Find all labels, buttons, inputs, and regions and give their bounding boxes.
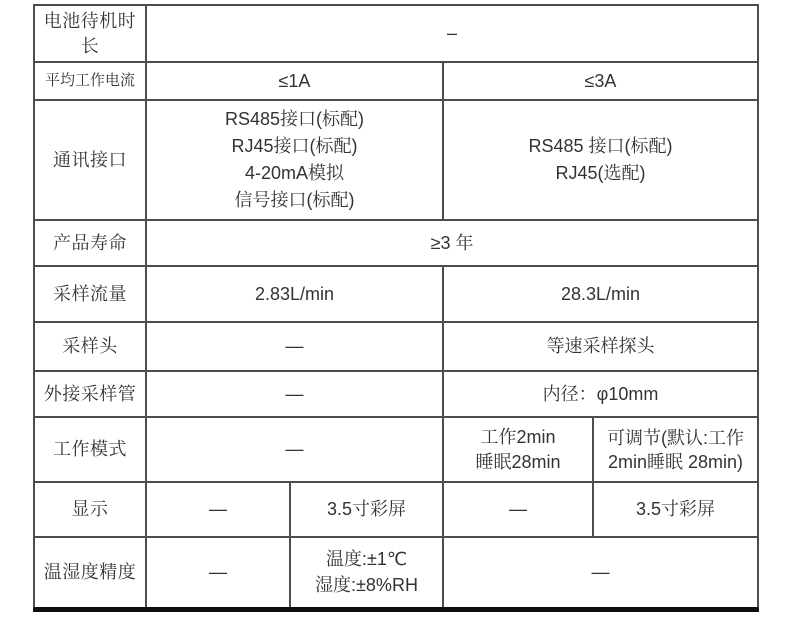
table-row-temp-humidity-accuracy: [34, 537, 758, 609]
cell-avg-current-left: ≤1A: [146, 62, 443, 100]
cell-comm-interface-left: [146, 100, 443, 220]
temp-acc-line: 湿度:±8%RH: [315, 575, 418, 596]
cell-sampling-flow-left: 2.83L/min: [146, 266, 443, 322]
row-label-display: 显示: [34, 482, 146, 537]
table-row-sampling-flow: [34, 266, 758, 322]
row-label-sampling-head: 采样头: [34, 322, 146, 371]
cell-battery-standby-value: –: [146, 5, 758, 62]
row-label-avg-current: 平均工作电流: [34, 62, 146, 100]
cell-display-c4: 3.5寸彩屏: [593, 482, 758, 537]
row-label-external-tube: 外接采样管: [34, 371, 146, 417]
cell-temp-acc-c2: [290, 537, 443, 609]
cell-temp-acc-c3: —: [443, 537, 758, 609]
cell-work-mode-mid: [443, 417, 593, 482]
table-row-sampling-head: [34, 322, 758, 371]
comm-left-line: 4-20mA模拟: [244, 163, 345, 183]
table-row-avg-current: [34, 62, 758, 100]
row-label-work-mode: 工作模式: [34, 417, 146, 482]
cell-avg-current-right: ≤3A: [443, 62, 758, 100]
cell-external-tube-right: 内径：φ10mm: [443, 371, 758, 417]
table-row-battery-standby: [34, 5, 758, 62]
comm-right-line: RS485 接口(标配): [528, 136, 673, 156]
table-row-external-tube: [34, 371, 758, 417]
cell-display-c1: —: [146, 482, 290, 537]
cell-sampling-flow-right: 28.3L/min: [443, 266, 758, 322]
row-label-temp-humidity-accuracy: 温湿度精度: [34, 537, 146, 609]
comm-left-line: 信号接口(标配): [234, 190, 355, 210]
table-row-display: [34, 482, 758, 537]
temp-acc-line: 温度:±1℃: [325, 549, 408, 570]
comm-left-line: RS485接口(标配): [224, 109, 365, 129]
row-label-product-life: 产品寿命: [34, 220, 146, 266]
row-label-battery-standby: 电池待机时长: [34, 5, 146, 62]
comm-left-line: RJ45接口(标配): [231, 136, 358, 156]
cell-product-life-value: ≥3 年: [146, 220, 758, 266]
cell-external-tube-left: —: [146, 371, 443, 417]
comm-right-line: RJ45(选配): [555, 163, 646, 183]
spec-table: [33, 4, 759, 612]
cell-display-c3: —: [443, 482, 593, 537]
cell-sampling-head-right: 等速采样探头: [443, 322, 758, 371]
cell-temp-acc-c1: —: [146, 537, 290, 609]
table-row-comm-interface: [34, 100, 758, 220]
row-label-comm-interface: 通讯接口: [34, 100, 146, 220]
work-mode-right-line: 可调节(默认:工作: [607, 427, 744, 448]
cell-comm-interface-right: [443, 100, 758, 220]
work-mode-mid-line: 睡眠28min: [475, 451, 561, 472]
work-mode-right-line: 2min睡眠 28min): [607, 451, 744, 472]
cell-work-mode-left: —: [146, 417, 443, 482]
table-row-product-life: [34, 220, 758, 266]
row-label-sampling-flow: 采样流量: [34, 266, 146, 322]
table-row-work-mode: [34, 417, 758, 482]
cell-display-c2: 3.5寸彩屏: [290, 482, 443, 537]
cell-sampling-head-left: —: [146, 322, 443, 371]
work-mode-mid-line: 工作2min: [480, 426, 556, 447]
cell-work-mode-right: [593, 417, 758, 482]
